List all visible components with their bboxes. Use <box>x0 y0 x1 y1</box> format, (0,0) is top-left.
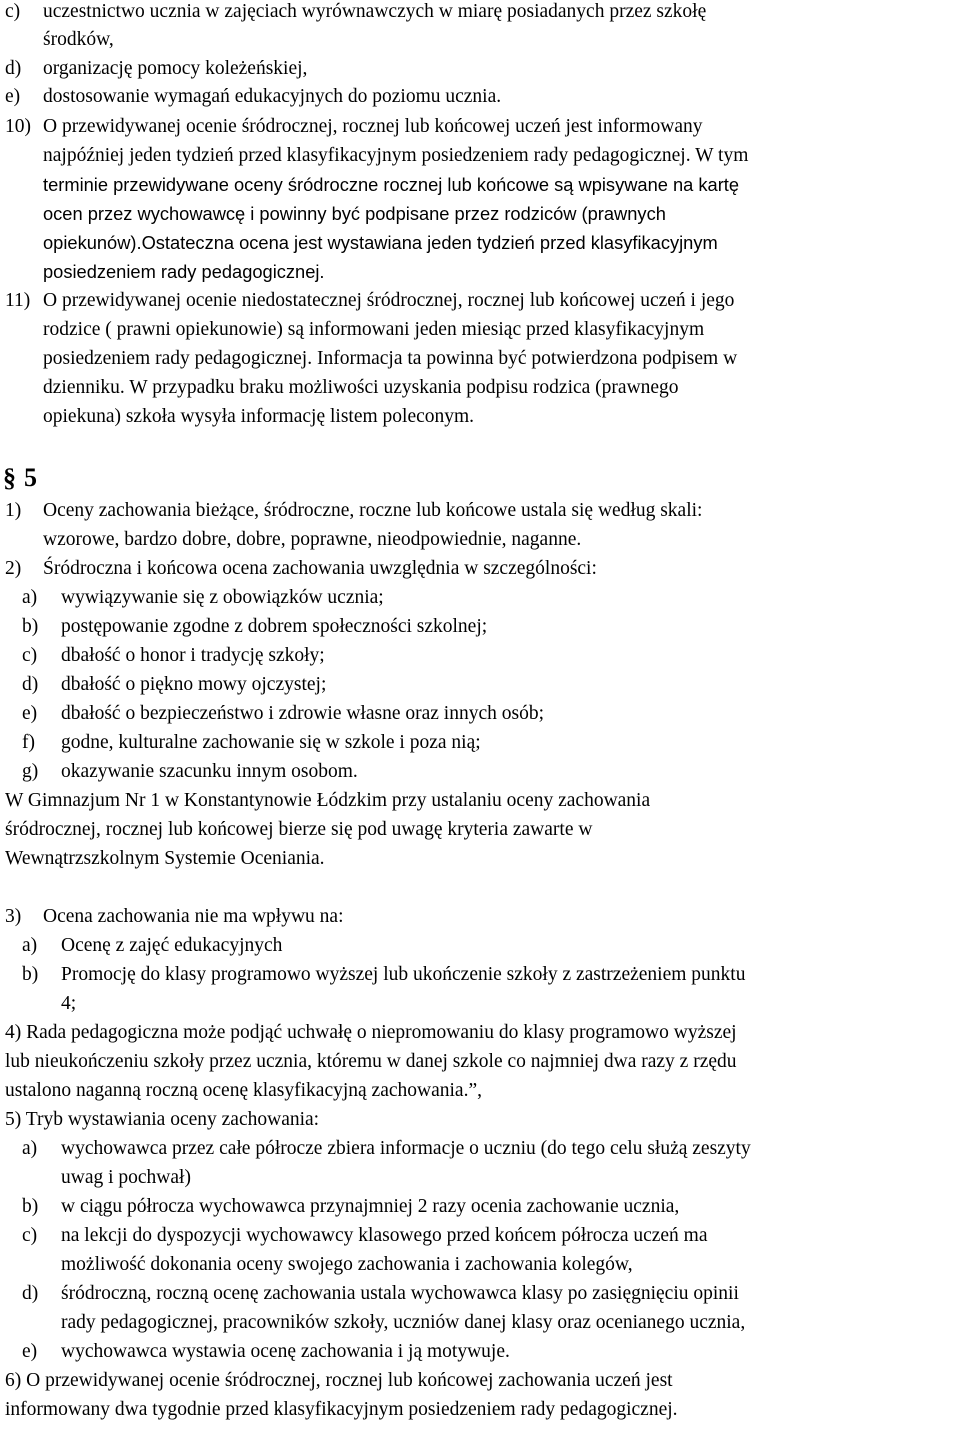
section-number: 5 <box>24 463 37 492</box>
paragraph-line: 6) O przewidywanej ocenie śródrocznej, rocznej lub końcowej zachowania uczeń jest <box>5 1370 673 1391</box>
list-item-text: dbałość o bezpieczeństwo i zdrowie własne oraz innych osób; <box>61 703 545 724</box>
list-marker: e) <box>22 1341 38 1362</box>
paragraph-line: Ocena zachowania nie ma wpływu na: <box>43 906 344 927</box>
list-marker: a) <box>22 587 38 608</box>
paragraph-line: Wewnątrzszkolnym Systemie Oceniania. <box>5 848 325 869</box>
list-item-text: okazywanie szacunku innym osobom. <box>61 761 358 782</box>
list-item-text: środków, <box>43 29 114 50</box>
list-marker: d) <box>22 674 39 695</box>
list-item-text: organizację pomocy koleżeńskiej, <box>43 58 308 79</box>
list-marker: d) <box>22 1283 39 1304</box>
section-symbol: § <box>3 463 16 492</box>
list-marker: c) <box>5 1 21 22</box>
paragraph-line: opiekunów).Ostateczna ocena jest wystawiana jeden tydzień przed klasyfikacyjnym <box>43 232 718 253</box>
list-marker: 3) <box>5 906 22 927</box>
list-marker: d) <box>5 58 22 79</box>
list-marker: 11) <box>5 290 31 311</box>
list-item-text: wychowawca wystawia ocenę zachowania i ją motywuje. <box>61 1341 510 1362</box>
list-item-text: dostosowanie wymagań edukacyjnych do poziomu ucznia. <box>43 86 502 107</box>
list-item-text: 4; <box>61 993 77 1014</box>
paragraph-line: rodzice ( prawni opiekunowie) są informowani jeden miesiąc przed klasyfikacyjnym <box>43 319 705 340</box>
list-marker: c) <box>22 645 38 666</box>
paragraph-line: dzienniku. W przypadku braku możliwości uzyskania podpisu rodzica (prawnego <box>43 377 679 398</box>
list-marker: 2) <box>5 558 22 579</box>
paragraph-line: posiedzeniem rady pedagogicznej. Informacja ta powinna być potwierdzona podpisem w <box>43 348 738 369</box>
paragraph-line: najpóźniej jeden tydzień przed klasyfikacyjnym posiedzeniem rady pedagogicznej. W tym <box>43 145 749 166</box>
paragraph-line: lub nieukończeniu szkoły przez ucznia, któremu w danej szkole co najmniej dwa razy z rzędu <box>5 1051 737 1072</box>
list-marker: a) <box>22 1138 38 1159</box>
list-item-text: rady pedagogicznej, pracowników szkoły, uczniów danej klasy oraz ocenianego ucznia, <box>61 1312 746 1333</box>
list-marker: e) <box>22 703 38 724</box>
list-marker: b) <box>22 1196 39 1217</box>
list-marker: 1) <box>5 500 22 521</box>
list-item-text: Ocenę z zajęć edukacyjnych <box>61 935 283 956</box>
paragraph-line: posiedzeniem rady pedagogicznej. <box>43 261 325 282</box>
list-item-text: wywiązywanie się z obowiązków ucznia; <box>61 587 384 608</box>
paragraph-line: W Gimnazjum Nr 1 w Konstantynowie Łódzkim przy ustalaniu oceny zachowania <box>5 790 651 811</box>
paragraph-line: 4) Rada pedagogiczna może podjąć uchwałę o niepromowaniu do klasy programowo wyższej <box>5 1022 737 1043</box>
paragraph-line: 5) Tryb wystawiania oceny zachowania: <box>5 1109 320 1130</box>
paragraph-line: Oceny zachowania bieżące, śródroczne, roczne lub końcowe ustala się według skali: <box>43 500 703 521</box>
list-marker: 10) <box>5 116 31 137</box>
list-item-text: uczestnictwo ucznia w zajęciach wyrównawczych w miarę posiadanych przez szkołę <box>43 1 707 22</box>
paragraph-line: ocen przez wychowawcę i powinny być podpisane przez rodziców (prawnych <box>43 203 666 224</box>
list-marker: b) <box>22 964 39 985</box>
list-item-text: dbałość o piękno mowy ojczystej; <box>61 674 327 695</box>
list-item-text: wychowawca przez całe półrocze zbiera informacje o uczniu (do tego celu służą zeszyty <box>61 1138 751 1159</box>
paragraph-line: śródrocznej, rocznej lub końcowej bierze się pod uwagę kryteria zawarte w <box>5 819 593 840</box>
list-item-text: dbałość o honor i tradycję szkoły; <box>61 645 325 666</box>
list-item-text: na lekcji do dyspozycji wychowawcy klasowego przed końcem półrocza uczeń ma <box>61 1225 708 1246</box>
paragraph-line: O przewidywanej ocenie śródrocznej, rocznej lub końcowej uczeń jest informowany <box>43 116 703 137</box>
paragraph-line: Śródroczna i końcowa ocena zachowania uwzględnia w szczególności: <box>43 558 597 579</box>
list-marker: b) <box>22 616 39 637</box>
list-marker: a) <box>22 935 38 956</box>
list-item-text: godne, kulturalne zachowanie się w szkole i poza nią; <box>61 732 481 753</box>
list-item-text: w ciągu półrocza wychowawca przynajmniej 2 razy ocenia zachowanie ucznia, <box>61 1196 680 1217</box>
paragraph-line: informowany dwa tygodnie przed klasyfikacyjnym posiedzeniem rady pedagogicznej. <box>5 1399 678 1420</box>
paragraph-line: opiekuna) szkoła wysyła informację listem poleconym. <box>43 406 475 427</box>
paragraph-line: terminie przewidywane oceny śródroczne rocznej lub końcowe są wpisywane na kartę <box>43 174 740 195</box>
list-marker: g) <box>22 761 39 782</box>
list-marker: f) <box>22 732 35 753</box>
list-item-text: postępowanie zgodne z dobrem społeczności szkolnej; <box>61 616 488 637</box>
paragraph-line: ustalono naganną roczną ocenę klasyfikacyjną zachowania.”, <box>5 1080 482 1101</box>
paragraph-line: wzorowe, bardzo dobre, dobre, poprawne, nieodpowiednie, naganne. <box>43 529 582 550</box>
list-item-text: uwag i pochwał) <box>61 1167 191 1188</box>
list-marker: c) <box>22 1225 38 1246</box>
list-item-text: Promocję do klasy programowo wyższej lub ukończenie szkoły z zastrzeżeniem punktu <box>61 964 746 985</box>
list-item-text: śródroczną, roczną ocenę zachowania ustala wychowawca klasy po zasięgnięciu opinii <box>61 1283 739 1304</box>
list-marker: e) <box>5 86 21 107</box>
list-item-text: możliwość dokonania oceny swojego zachowania i zachowania kolegów, <box>61 1254 633 1275</box>
paragraph-line: O przewidywanej ocenie niedostatecznej śródrocznej, rocznej lub końcowej uczeń i jego <box>43 290 735 311</box>
